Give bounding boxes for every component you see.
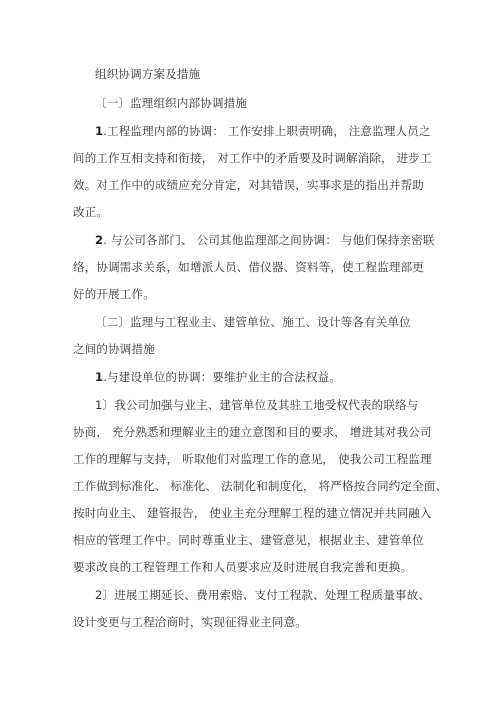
section1-item2-line2: 络，协调需求关系，如增派人员、借仪器、资料等，使工程监理部更 bbox=[73, 260, 424, 274]
document-title: 组织协调方案及措施 bbox=[95, 67, 201, 81]
section1-item1-line2: 间的工作互相支持和衔接， 对工作中的矛盾要及时调解消除， 进步工 bbox=[73, 151, 432, 165]
section1-item1-line1 bbox=[95, 124, 431, 138]
section2-item1 bbox=[95, 370, 341, 384]
section1-item2-line1 bbox=[95, 233, 435, 247]
section2-heading-line2: 之间的协调措施 bbox=[73, 342, 155, 356]
section2-sub1-line6: 相应的管理工作中。同时尊重业主、建管意见，根据业主、建管单位 bbox=[73, 533, 424, 547]
section2-sub1-line7: 要求改良的工程管理工作和人员要求应及时进展自我完善和更换。 bbox=[73, 560, 413, 574]
section2-heading-line1: 〔二〕监理与工程业主、建管单位、施工、设计等各有关单位 bbox=[95, 315, 411, 329]
section1-item1-line4: 改正。 bbox=[73, 205, 109, 219]
section2-sub1-line4: 工作做到标准化、 标准化、 法制化和制度化， 将严格按合同约定全面、 bbox=[73, 479, 448, 493]
section2-sub1-line3: 工作的理解与支持， 听取他们对监理工作的意见， 使我公司工程监理 bbox=[73, 452, 432, 466]
section1-item1-line3: 效。对工作中的成绩应充分肯定，对其错误，实事求是的指出并帮助 bbox=[73, 178, 424, 192]
item-number: 1 bbox=[95, 370, 104, 384]
paragraph-text: . 与公司各部门、 公司其他监理部之间协调： 与他们保持亲密联 bbox=[103, 233, 435, 247]
section1-item2-line3: 好的开展工作。 bbox=[73, 287, 155, 301]
paragraph-text: .工程监理内部的协调： 工作安排上职责明确， 注意监理人员之 bbox=[103, 124, 431, 138]
section2-sub1-line2: 协商， 充分熟悉和理解业主的建立意图和目的要求， 增进其对我公司 bbox=[73, 425, 432, 439]
section2-sub1-line1: 1〕我公司加强与业主、建管单位及其驻工地受权代表的联络与 bbox=[95, 398, 419, 412]
section2-sub1-line5: 按时向业主、 建管报告， 使业主充分理解工程的建立情况并共同融入 bbox=[73, 506, 432, 520]
item-number: 1 bbox=[95, 124, 104, 138]
item-number: 2 bbox=[95, 233, 104, 247]
section2-sub2-line2: 设计变更与工程洽商时，实现征得业主同意。 bbox=[73, 615, 307, 629]
paragraph-text: .与建设单位的协调：要维护业主的合法权益。 bbox=[103, 370, 342, 384]
section1-heading: 〔一〕监理组织内部协调措施 bbox=[95, 96, 248, 110]
section2-sub2-line1: 2〕进展工期延长、费用索赔、支付工程款、处理工程质量事故、 bbox=[95, 588, 431, 602]
